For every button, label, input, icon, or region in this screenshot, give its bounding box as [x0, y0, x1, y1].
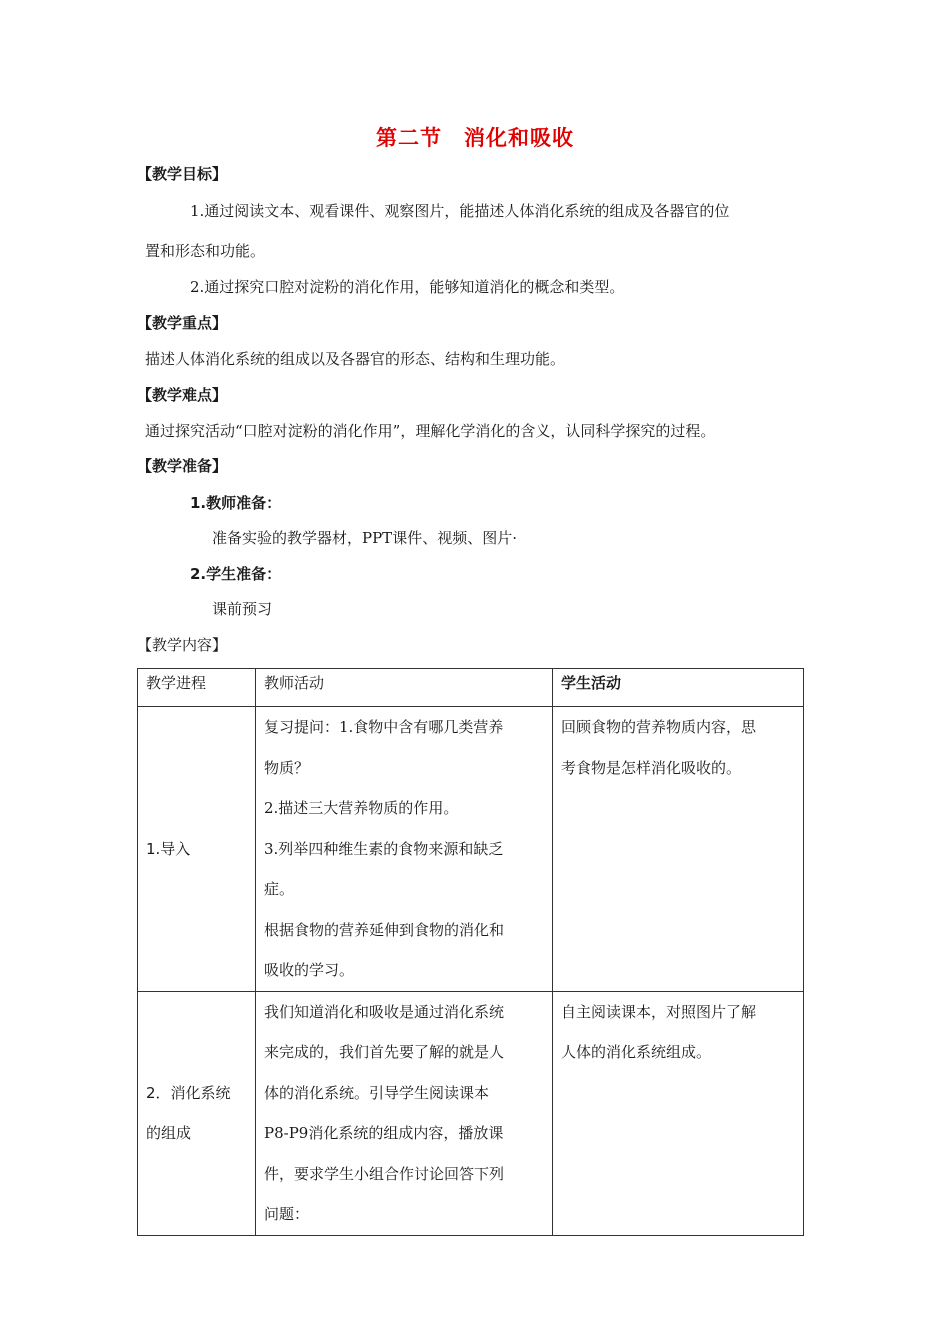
- key-points-text: 描述人体消化系统的组成以及各器官的形态、结构和生理功能。: [145, 350, 566, 368]
- stage-label: 1.导入: [146, 839, 191, 858]
- teacher-activity-line: 3.列举四种维生素的食物来源和缺乏: [264, 839, 504, 858]
- stage-cell: [138, 991, 256, 1235]
- teacher-activity-line: 2.描述三大营养物质的作用。: [264, 799, 459, 817]
- table-row: [138, 707, 804, 992]
- student-activity-line: 回顾食物的营养物质内容，思: [561, 718, 757, 736]
- column-header-student: 学生活动: [553, 669, 804, 707]
- teacher-activity-cell: [256, 707, 553, 992]
- difficulties-text: 通过探究活动“口腔对淀粉的消化作用”，理解化学消化的含义，认同科学探究的过程。: [145, 422, 716, 440]
- student-activity-line: 考食物是怎样消化吸收的。: [561, 758, 742, 777]
- objective-2: 2.通过探究口腔对淀粉的消化作用，能够知道消化的概念和类型。: [190, 278, 625, 296]
- student-preparation-text: 课前预习: [212, 600, 273, 618]
- preparation-heading: 【教学准备】: [137, 457, 228, 475]
- teacher-activity-line: 吸收的学习。: [264, 961, 355, 979]
- stage-label: 的组成: [146, 1124, 192, 1142]
- objective-1-line-1: 1.通过阅读文本、观看课件、观察图片，能描述人体消化系统的组成及各器官的位: [190, 202, 730, 220]
- student-activity-cell: [553, 991, 804, 1235]
- column-header-stage: 教学进程: [138, 669, 256, 707]
- table-row: [138, 991, 804, 1235]
- teacher-activity-line: 体的消化系统。引导学生阅读课本: [264, 1083, 490, 1102]
- teacher-activity-line: 件，要求学生小组合作讨论回答下列: [264, 1164, 505, 1183]
- teacher-preparation-label: 1.教师准备：: [190, 494, 282, 512]
- teacher-activity-line: 根据食物的营养延伸到食物的消化和: [264, 920, 505, 939]
- teacher-activity-cell: [256, 991, 553, 1235]
- objectives-heading: 【教学目标】: [137, 165, 228, 183]
- teacher-activity-line: 我们知道消化和吸收是通过消化系统: [264, 1002, 505, 1021]
- stage-cell: [138, 707, 256, 992]
- teacher-activity-line: 物质？: [264, 758, 310, 777]
- teacher-activity-line: 来完成的，我们首先要了解的就是人: [264, 1043, 505, 1061]
- objective-1-line-2: 置和形态和功能。: [145, 242, 266, 260]
- teacher-activity-line: P8-P9消化系统的组成内容，播放课: [264, 1124, 504, 1142]
- teacher-activity-line: 问题：: [264, 1205, 310, 1223]
- student-preparation-label: 2.学生准备：: [190, 565, 282, 583]
- content-heading: 【教学内容】: [137, 636, 228, 654]
- student-activity-cell: [553, 707, 804, 992]
- student-activity-line: 自主阅读课本，对照图片了解: [561, 1002, 757, 1021]
- lesson-content-table: [137, 668, 804, 1236]
- difficulties-heading: 【教学难点】: [137, 386, 228, 404]
- key-points-heading: 【教学重点】: [137, 314, 228, 332]
- teacher-activity-line: 复习提问：1.食物中含有哪几类营养: [264, 718, 504, 736]
- column-header-teacher: 教师活动: [256, 669, 553, 707]
- student-activity-line: 人体的消化系统组成。: [561, 1043, 712, 1061]
- stage-label: 2．消化系统: [146, 1084, 231, 1102]
- page-title: 第二节 消化和吸收: [376, 126, 574, 150]
- teacher-preparation-text: 准备实验的教学器材，PPT课件、视频、图片·: [212, 529, 517, 547]
- teacher-activity-line: 症。: [264, 880, 295, 898]
- table-header-row: [138, 669, 804, 707]
